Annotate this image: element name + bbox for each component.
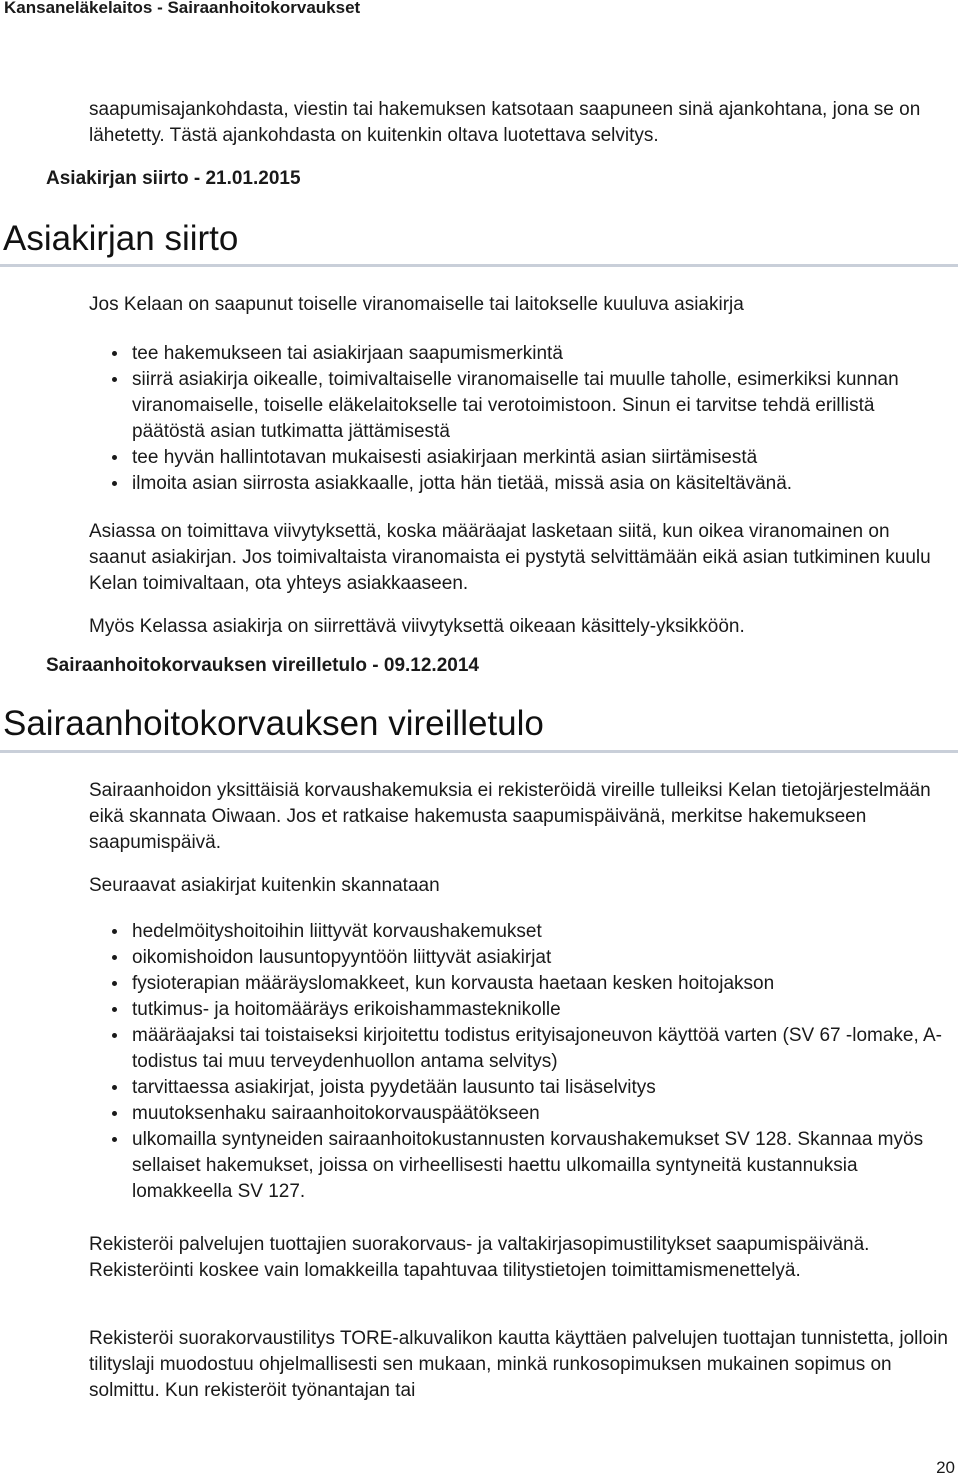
- bullet-list: [110, 341, 952, 497]
- section-title-rule: [0, 264, 958, 267]
- section-lead-paragraph: Jos Kelaan on saapunut toiselle viranomaiselle tai laitokselle kuuluva asiakirja: [89, 294, 744, 315]
- section-date-heading: Asiakirjan siirto - 21.01.2015: [46, 168, 301, 189]
- intro-paragraph: saapumisajankohdasta, viestin tai hakemuksen katsotaan saapuneen sinä ajankohtana, jona se on lähetetty. Tästä ajankohdasta on kuitenkin oltava luotettava selvitys.: [89, 99, 921, 146]
- section-title: Asiakirjan siirto: [3, 219, 239, 258]
- page-number: 20: [936, 1458, 955, 1477]
- page-header-title: Kansaneläkelaitos - Sairaanhoitokorvaukset: [4, 0, 361, 17]
- section-date-heading: Sairaanhoitokorvauksen vireilletulo - 09.12.2014: [46, 655, 479, 676]
- list-item: ilmoita asian siirrosta asiakkaalle, jotta hän tietää, missä asia on käsiteltävänä.: [110, 471, 952, 497]
- paragraph: Asiassa on toimittava viivytyksettä, koska määräajat lasketaan siitä, kun oikea viranomainen on saanut asiakirjan. Jos toimivaltaista viranomaista ei pystytä selvittämään eikä asian tutkiminen kuulu Kelan toimivaltaan, ota yhteys asiakkaaseen.: [89, 521, 931, 594]
- paragraph: Rekisteröi palvelujen tuottajien suorakorvaus- ja valtakirjasopimustilitykset saapumispäivänä. Rekisteröinti koskee vain lomakkeilla tapahtuvaa tilitystietojen toimittamismenettelyä.: [89, 1234, 870, 1281]
- list-item: fysioterapian määräyslomakkeet, kun korvausta haetaan kesken hoitojakson: [110, 971, 952, 997]
- list-item: muutoksenhaku sairaanhoitokorvauspäätökseen: [110, 1101, 952, 1127]
- list-item: oikomishoidon lausuntopyyntöön liittyvät asiakirjat: [110, 945, 952, 971]
- paragraph: Myös Kelassa asiakirja on siirrettävä viivytyksettä oikeaan käsittely-yksikköön.: [89, 616, 745, 637]
- list-item: määräajaksi tai toistaiseksi kirjoitettu todistus erityisajoneuvon käyttöä varten (SV 67 -lomake, A-todistus tai muu terveydenhuollon antama selvitys): [110, 1023, 952, 1075]
- list-item: tee hyvän hallintotavan mukaisesti asiakirjaan merkintä asian siirtämisestä: [110, 445, 952, 471]
- list-item: ulkomailla syntyneiden sairaanhoitokustannusten korvaushakemukset SV 128. Skannaa myös sellaiset hakemukset, joissa on virheellisesti haettu ulkomailla syntyneitä kustannuksia lomakkeella SV 127.: [110, 1127, 952, 1205]
- list-item: tarvittaessa asiakirjat, joista pyydetään lausunto tai lisäselvitys: [110, 1075, 952, 1101]
- paragraph: Seuraavat asiakirjat kuitenkin skannataan: [89, 875, 440, 896]
- paragraph: Rekisteröi suorakorvaustilitys TORE-alkuvalikon kautta käyttäen palvelujen tuottajan tunnistetta, jolloin tilityslaji muodostuu ohjelmallisesti sen mukaan, minkä runkosopimuksen mukainen sopimus on solmittu. Kun rekisteröit työnantajan tai: [89, 1328, 948, 1401]
- paragraph: Sairaanhoidon yksittäisiä korvaushakemuksia ei rekisteröidä vireille tulleiksi Kelan tietojärjestelmään eikä skannata Oiwaan. Jos et ratkaise hakemusta saapumispäivänä, merkitse hakemukseen saapumispäivä.: [89, 780, 931, 853]
- list-item: tee hakemukseen tai asiakirjaan saapumismerkintä: [110, 341, 952, 367]
- list-item: hedelmöityshoitoihin liittyvät korvaushakemukset: [110, 919, 952, 945]
- list-item: siirrä asiakirja oikealle, toimivaltaiselle viranomaiselle tai muulle taholle, esimerkiksi kunnan viranomaiselle, toiselle eläkelaitokselle tai verotoimistoon. Sinun ei tarvitse tehdä erillistä päätöstä asian tutkimatta jättämisestä: [110, 367, 952, 445]
- bullet-list: [110, 919, 952, 1205]
- section-title-rule: [0, 750, 958, 753]
- list-item: tutkimus- ja hoitomääräys erikoishammasteknikolle: [110, 997, 952, 1023]
- section-title: Sairaanhoitokorvauksen vireilletulo: [3, 704, 544, 743]
